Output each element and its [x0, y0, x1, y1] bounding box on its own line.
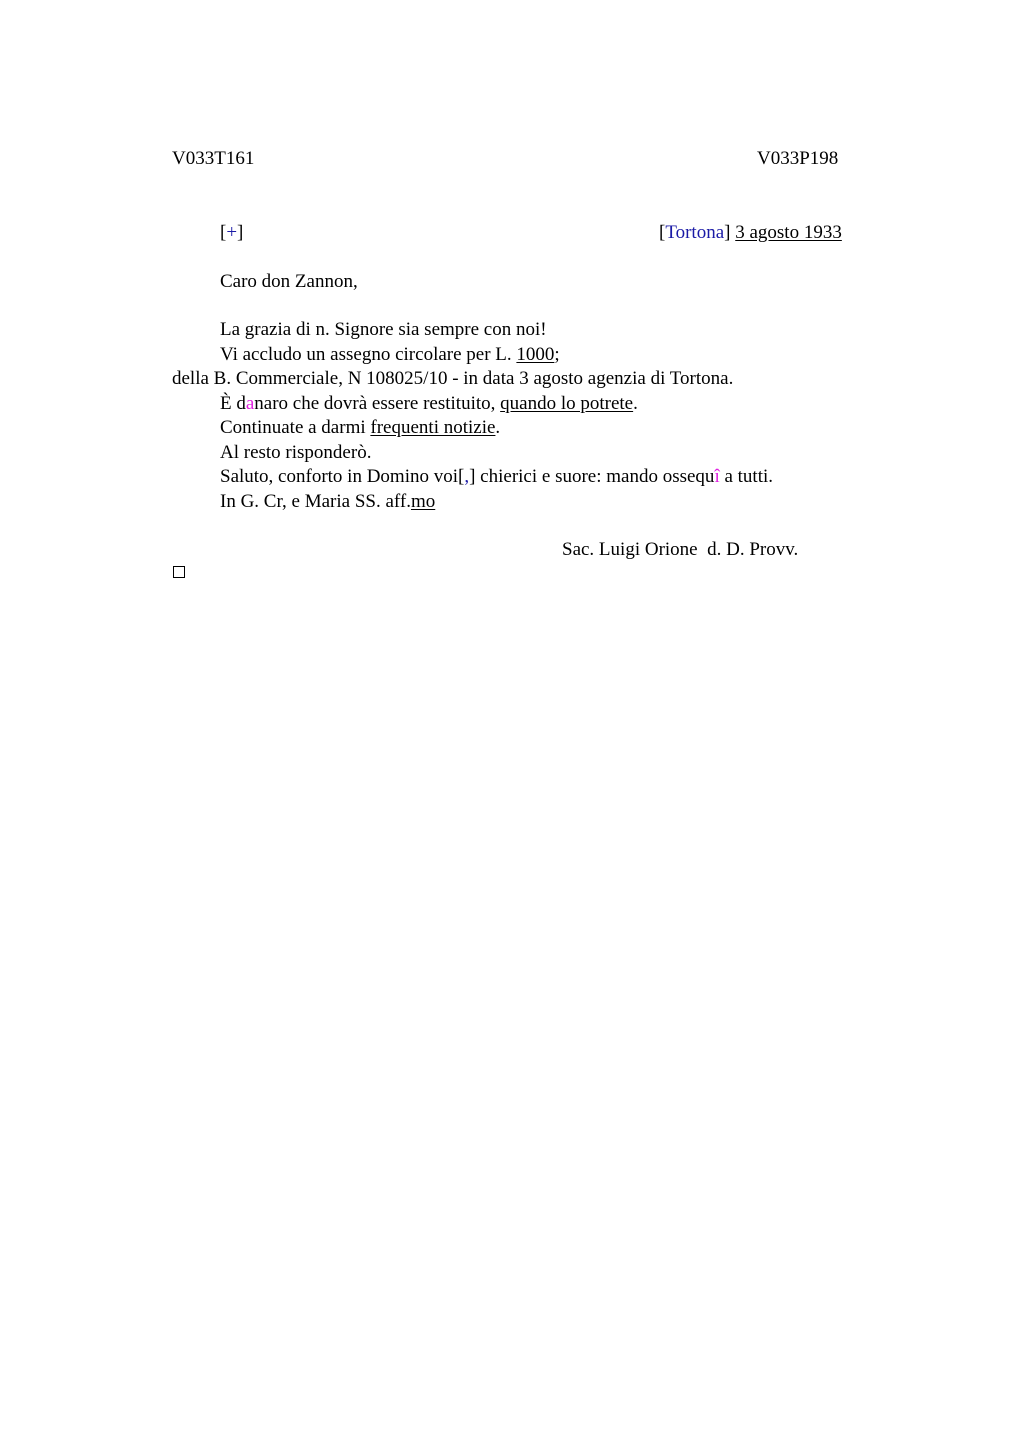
closing-abbrev: mo [410, 491, 436, 512]
right-code: V033P198 [757, 148, 839, 169]
cross-mark [220, 221, 243, 245]
line5-end: . [495, 417, 501, 438]
place-bracket-close: ] [724, 222, 731, 243]
body-line-7 [220, 465, 773, 489]
underlined-quando: quando lo potrete [500, 393, 634, 414]
left-code: V033T161 [172, 148, 255, 169]
letter-date: 3 agosto 1933 [735, 222, 842, 243]
body-line-2 [220, 343, 560, 367]
end-marker-checkbox[interactable] [173, 566, 185, 578]
body-line-1: La grazia di n. Signore sia sempre con noi! [220, 319, 547, 340]
closing-line [220, 490, 435, 514]
inserted-comma: , [464, 466, 470, 487]
cross-symbol: + [226, 222, 238, 243]
signature: Sac. Luigi Orione d. D. Provv. [562, 539, 799, 560]
salutation: Caro don Zannon, [220, 271, 358, 292]
line4-text-a: È d [220, 393, 246, 414]
bracket-close: ] [237, 222, 244, 243]
body-line-4 [220, 392, 638, 416]
comma-bracket-close: ] [469, 466, 476, 487]
line7-text-b: chierici e suore: mando ossequ [475, 466, 715, 487]
body-line-5 [220, 416, 500, 440]
comma-bracket-open: [ [458, 466, 465, 487]
underlined-notizie: frequenti notizie [370, 417, 496, 438]
place-bracket-open: [ [659, 222, 666, 243]
amount: 1000 [516, 344, 555, 365]
line2-text: Vi accludo un assegno circolare per L. [220, 344, 517, 365]
closing-text: In G. Cr, e Maria SS. aff. [220, 491, 411, 512]
body-line-3: della B. Commerciale, N 108025/10 - in data 3 agosto agenzia di Tortona. [172, 368, 734, 389]
line7-end: a tutti. [719, 466, 774, 487]
place-date [659, 221, 842, 245]
body-line-6: Al resto risponderò. [220, 442, 372, 463]
line5-text: Continuate a darmi [220, 417, 371, 438]
line4-end: . [633, 393, 638, 414]
line4-text-b: naro che dovrà essere restituito, [254, 393, 501, 414]
correction-i: î [714, 466, 720, 487]
bracket-open: [ [220, 222, 227, 243]
line2-end: ; [554, 344, 560, 365]
correction-a: a [245, 393, 255, 414]
place-name: Tortona [665, 222, 725, 243]
line7-text-a: Saluto, conforto in Domino voi [220, 466, 459, 487]
